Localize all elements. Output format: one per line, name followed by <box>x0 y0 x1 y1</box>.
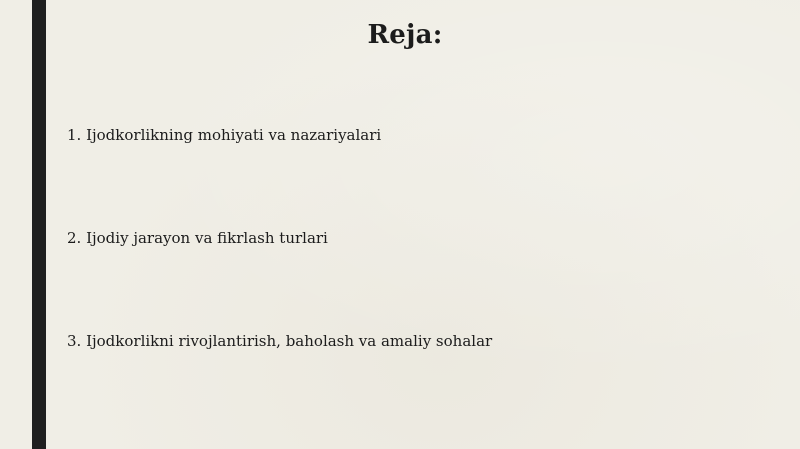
slide-title: Reja: <box>367 20 443 50</box>
agenda-item-3: 3. Ijodkorlikni rivojlantirish, baholash va amaliy sohalar <box>67 332 493 350</box>
agenda-item-1: 1. Ijodkorlikning mohiyati va nazariyalari <box>67 126 382 144</box>
accent-bar <box>32 0 46 449</box>
agenda-item-2: 2. Ijodiy jarayon va fikrlash turlari <box>67 229 328 247</box>
